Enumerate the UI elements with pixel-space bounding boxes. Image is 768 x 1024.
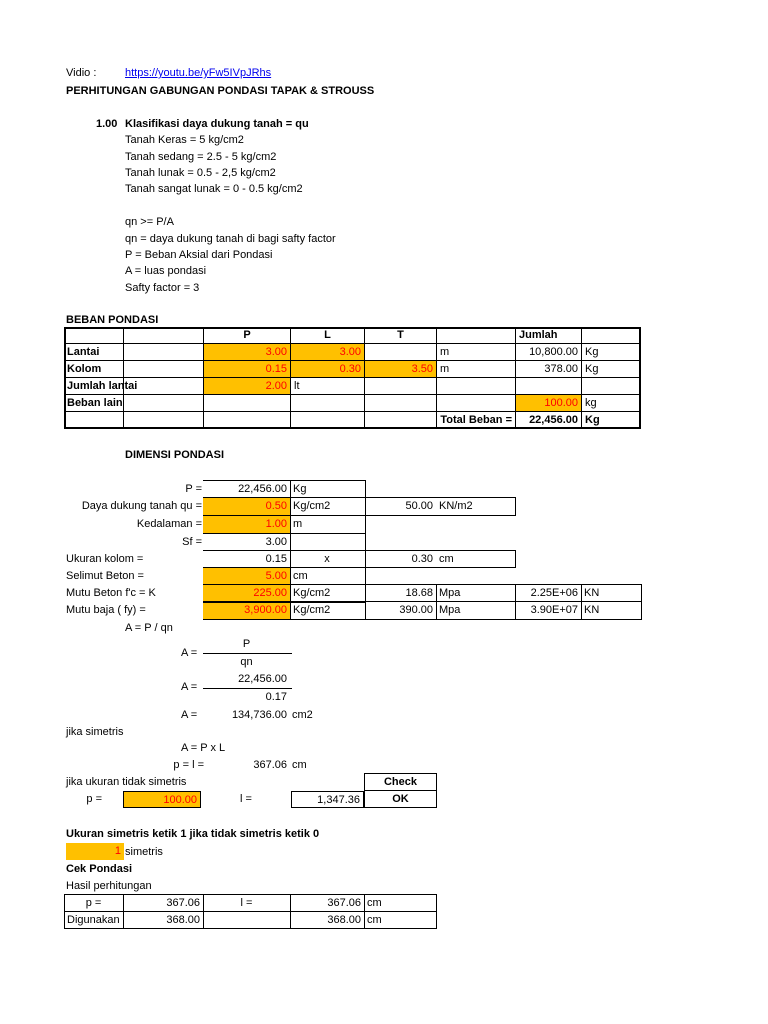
jumlah-lantai-unit: lt bbox=[294, 380, 300, 392]
a-formula: A = P / qn bbox=[125, 622, 173, 634]
soil-class-line: Tanah sangat lunak = 0 - 0.5 kg/cm2 bbox=[125, 183, 303, 195]
ukuran-kolom-b: 0.30 bbox=[411, 553, 433, 565]
dimensi-title: DIMENSI PONDASI bbox=[125, 449, 225, 461]
soil-class-line: Tanah sedang = 2.5 - 5 kg/cm2 bbox=[125, 151, 277, 163]
digunakan-unit: cm bbox=[367, 914, 382, 926]
row-label-beban-lain: Beban lain bbox=[67, 397, 123, 409]
ukuran-note: Ukuran simetris ketik 1 jika tidak simetris ketik 0 bbox=[66, 828, 320, 840]
selimut-input[interactable]: 5.00 bbox=[203, 568, 290, 585]
mutu-baja-mpa: 390.00 bbox=[399, 604, 433, 616]
video-link[interactable]: https://youtu.be/yFw5IVpJRhs bbox=[125, 67, 272, 79]
selimut-unit: cm bbox=[293, 570, 308, 582]
mutu-baja-mpa-unit: Mpa bbox=[439, 604, 461, 616]
fraction-line bbox=[203, 688, 292, 689]
mutu-baja-unit: Kg/cm2 bbox=[293, 604, 331, 616]
pl-label: p = l = bbox=[173, 759, 204, 771]
a-result-unit: cm2 bbox=[292, 709, 313, 721]
section-title: Klasifikasi daya dukung tanah = qu bbox=[125, 118, 309, 130]
grid-line bbox=[203, 567, 516, 568]
mutu-baja-input[interactable]: 3,900.00 bbox=[203, 602, 290, 619]
mutu-baja-label: Mutu baja ( fy) = bbox=[66, 604, 146, 616]
row-label-jumlah-lantai: Jumlah lantai bbox=[67, 380, 138, 392]
kedalaman-input[interactable]: 1.00 bbox=[203, 516, 290, 533]
hasil-title: Hasil perhitungan bbox=[66, 880, 152, 892]
mutu-beton-mpa-unit: Mpa bbox=[439, 587, 461, 599]
lantai-jumlah-unit: Kg bbox=[585, 346, 599, 358]
p-input[interactable]: 100.00 bbox=[123, 791, 201, 808]
l-result-value: 1,347.36 bbox=[291, 791, 364, 808]
p-value: 22,456.00 bbox=[238, 483, 287, 495]
grid-line bbox=[203, 533, 366, 534]
a-result-value: 134,736.00 bbox=[231, 709, 287, 721]
beban-lain-unit: kg bbox=[585, 397, 597, 409]
soil-class-line: Tanah lunak = 0.5 - 2,5 kg/cm2 bbox=[125, 167, 276, 179]
qu-unit: Kg/cm2 bbox=[293, 500, 331, 512]
simetris-label: simetris bbox=[125, 846, 163, 858]
hasil-row-label: p = bbox=[85, 897, 102, 909]
formula-line: qn = daya dukung tanah di bagi safty factor bbox=[125, 233, 336, 245]
section-number: 1.00 bbox=[96, 118, 118, 130]
mutu-beton-mpa: 18.68 bbox=[405, 587, 433, 599]
jika-simetris: jika simetris bbox=[66, 726, 124, 738]
mutu-baja-kn: 3.90E+07 bbox=[530, 604, 578, 616]
grid-line bbox=[290, 480, 291, 619]
beban-title: BEBAN PONDASI bbox=[66, 314, 159, 326]
col-header-jumlah: Jumlah bbox=[519, 329, 558, 341]
beban-lain-input[interactable]: 100.00 bbox=[516, 395, 581, 412]
frac1-lhs: A = bbox=[181, 647, 198, 659]
mutu-baja-kn-unit: KN bbox=[584, 604, 600, 616]
ukuran-kolom-a: 0.15 bbox=[265, 553, 287, 565]
grid-line bbox=[203, 550, 516, 551]
sf-value: 3.00 bbox=[265, 536, 287, 548]
col-header-t: T bbox=[397, 329, 404, 341]
grid-line bbox=[203, 497, 516, 498]
formula-line: P = Beban Aksial dari Pondasi bbox=[125, 249, 273, 261]
col-header-p: P bbox=[243, 329, 251, 341]
tidak-simetris: jika ukuran tidak simetris bbox=[66, 776, 187, 788]
a-result-lhs: A = bbox=[181, 709, 198, 721]
sf-label: Sf = bbox=[182, 536, 202, 548]
pl-unit: cm bbox=[292, 759, 307, 771]
kolom-p-input[interactable]: 0.15 bbox=[204, 361, 290, 378]
check-result: OK bbox=[392, 793, 409, 805]
ukuran-kolom-label: Ukuran kolom = bbox=[66, 553, 144, 565]
grid-line bbox=[365, 480, 366, 619]
qu-value-kn: 50.00 bbox=[405, 500, 433, 512]
kolom-unit: m bbox=[440, 363, 450, 375]
grid-line bbox=[581, 584, 582, 619]
digunakan-label: Digunakan bbox=[67, 914, 120, 926]
lantai-p-input[interactable]: 3.00 bbox=[204, 344, 290, 361]
jumlah-lantai-input[interactable]: 2.00 bbox=[204, 378, 290, 395]
grid-line bbox=[515, 550, 516, 568]
digunakan-l: 368.00 bbox=[327, 914, 361, 926]
grid-line bbox=[203, 515, 516, 516]
kedalaman-label: Kedalaman = bbox=[136, 518, 202, 530]
ukuran-kolom-unit: cm bbox=[439, 553, 454, 565]
hasil-unit: cm bbox=[367, 897, 382, 909]
kolom-t-input[interactable]: 3.50 bbox=[365, 361, 436, 378]
pl-value: 367.06 bbox=[253, 759, 287, 771]
kolom-jumlah-unit: Kg bbox=[585, 363, 599, 375]
hasil-l-label: l = bbox=[240, 897, 253, 909]
grid-line bbox=[515, 497, 516, 516]
digunakan-p: 368.00 bbox=[166, 914, 200, 926]
grid-line bbox=[203, 619, 642, 620]
row-label-kolom: Kolom bbox=[67, 363, 102, 375]
mutu-beton-label: Mutu Beton f'c = K bbox=[66, 587, 156, 599]
grid-line bbox=[436, 584, 437, 619]
p-input-label: p = bbox=[86, 793, 102, 805]
mutu-beton-kn-unit: KN bbox=[584, 587, 600, 599]
lantai-jumlah: 10,800.00 bbox=[529, 346, 578, 358]
grid-line bbox=[515, 584, 516, 619]
kedalaman-unit: m bbox=[293, 518, 303, 530]
frac2-den: 0.17 bbox=[265, 691, 287, 703]
frac1-num: P bbox=[242, 638, 251, 650]
page-title: PERHITUNGAN GABUNGAN PONDASI TAPAK & STROUSS bbox=[66, 85, 375, 97]
mutu-beton-kn: 2.25E+06 bbox=[530, 587, 578, 599]
ukuran-kolom-x: x bbox=[324, 553, 330, 565]
selimut-label: Selimut Beton = bbox=[66, 570, 144, 582]
row-label-lantai: Lantai bbox=[67, 346, 100, 358]
formula-line: A = luas pondasi bbox=[125, 265, 207, 277]
simetris-input[interactable]: 1 bbox=[66, 843, 124, 860]
lantai-l-input[interactable]: 3.00 bbox=[291, 344, 364, 361]
frac2-lhs: A = bbox=[181, 681, 198, 693]
kolom-jumlah: 378.00 bbox=[544, 363, 578, 375]
soil-class-line: Tanah Keras = 5 kg/cm2 bbox=[125, 134, 244, 146]
grid-line bbox=[203, 584, 642, 585]
col-header-l: L bbox=[324, 329, 331, 341]
frac1-den: qn bbox=[240, 656, 253, 668]
check-header: Check bbox=[383, 776, 418, 788]
kolom-l-input[interactable]: 0.30 bbox=[291, 361, 364, 378]
hasil-p: 367.06 bbox=[166, 897, 200, 909]
grid-line bbox=[64, 377, 641, 378]
l-result-label: l = bbox=[240, 793, 252, 805]
total-unit: Kg bbox=[585, 414, 600, 426]
qu-label: Daya dukung tanah qu = bbox=[81, 500, 202, 512]
formula-line: qn >= P/A bbox=[125, 216, 174, 228]
lantai-unit: m bbox=[440, 346, 450, 358]
p-label: P = bbox=[185, 483, 202, 495]
grid-line bbox=[64, 394, 641, 395]
p-unit: Kg bbox=[293, 483, 307, 495]
mutu-beton-input[interactable]: 225.00 bbox=[203, 585, 290, 602]
mutu-beton-unit: Kg/cm2 bbox=[293, 587, 331, 599]
grid-line bbox=[203, 601, 642, 602]
total-label: Total Beban = bbox=[440, 414, 512, 426]
qu-input[interactable]: 0.50 bbox=[203, 498, 290, 515]
a-pxl-formula: A = P x L bbox=[181, 742, 226, 754]
cek-pondasi-title: Cek Pondasi bbox=[66, 863, 133, 875]
fraction-line bbox=[203, 653, 292, 654]
frac2-num: 22,456.00 bbox=[238, 673, 287, 685]
vidio-label: Vidio : bbox=[66, 67, 97, 79]
qu-unit-kn: KN/m2 bbox=[439, 500, 473, 512]
total-value: 22,456.00 bbox=[529, 414, 578, 426]
grid-line bbox=[641, 584, 642, 619]
hasil-l: 367.06 bbox=[327, 897, 361, 909]
formula-line: Safty factor = 3 bbox=[125, 282, 200, 294]
